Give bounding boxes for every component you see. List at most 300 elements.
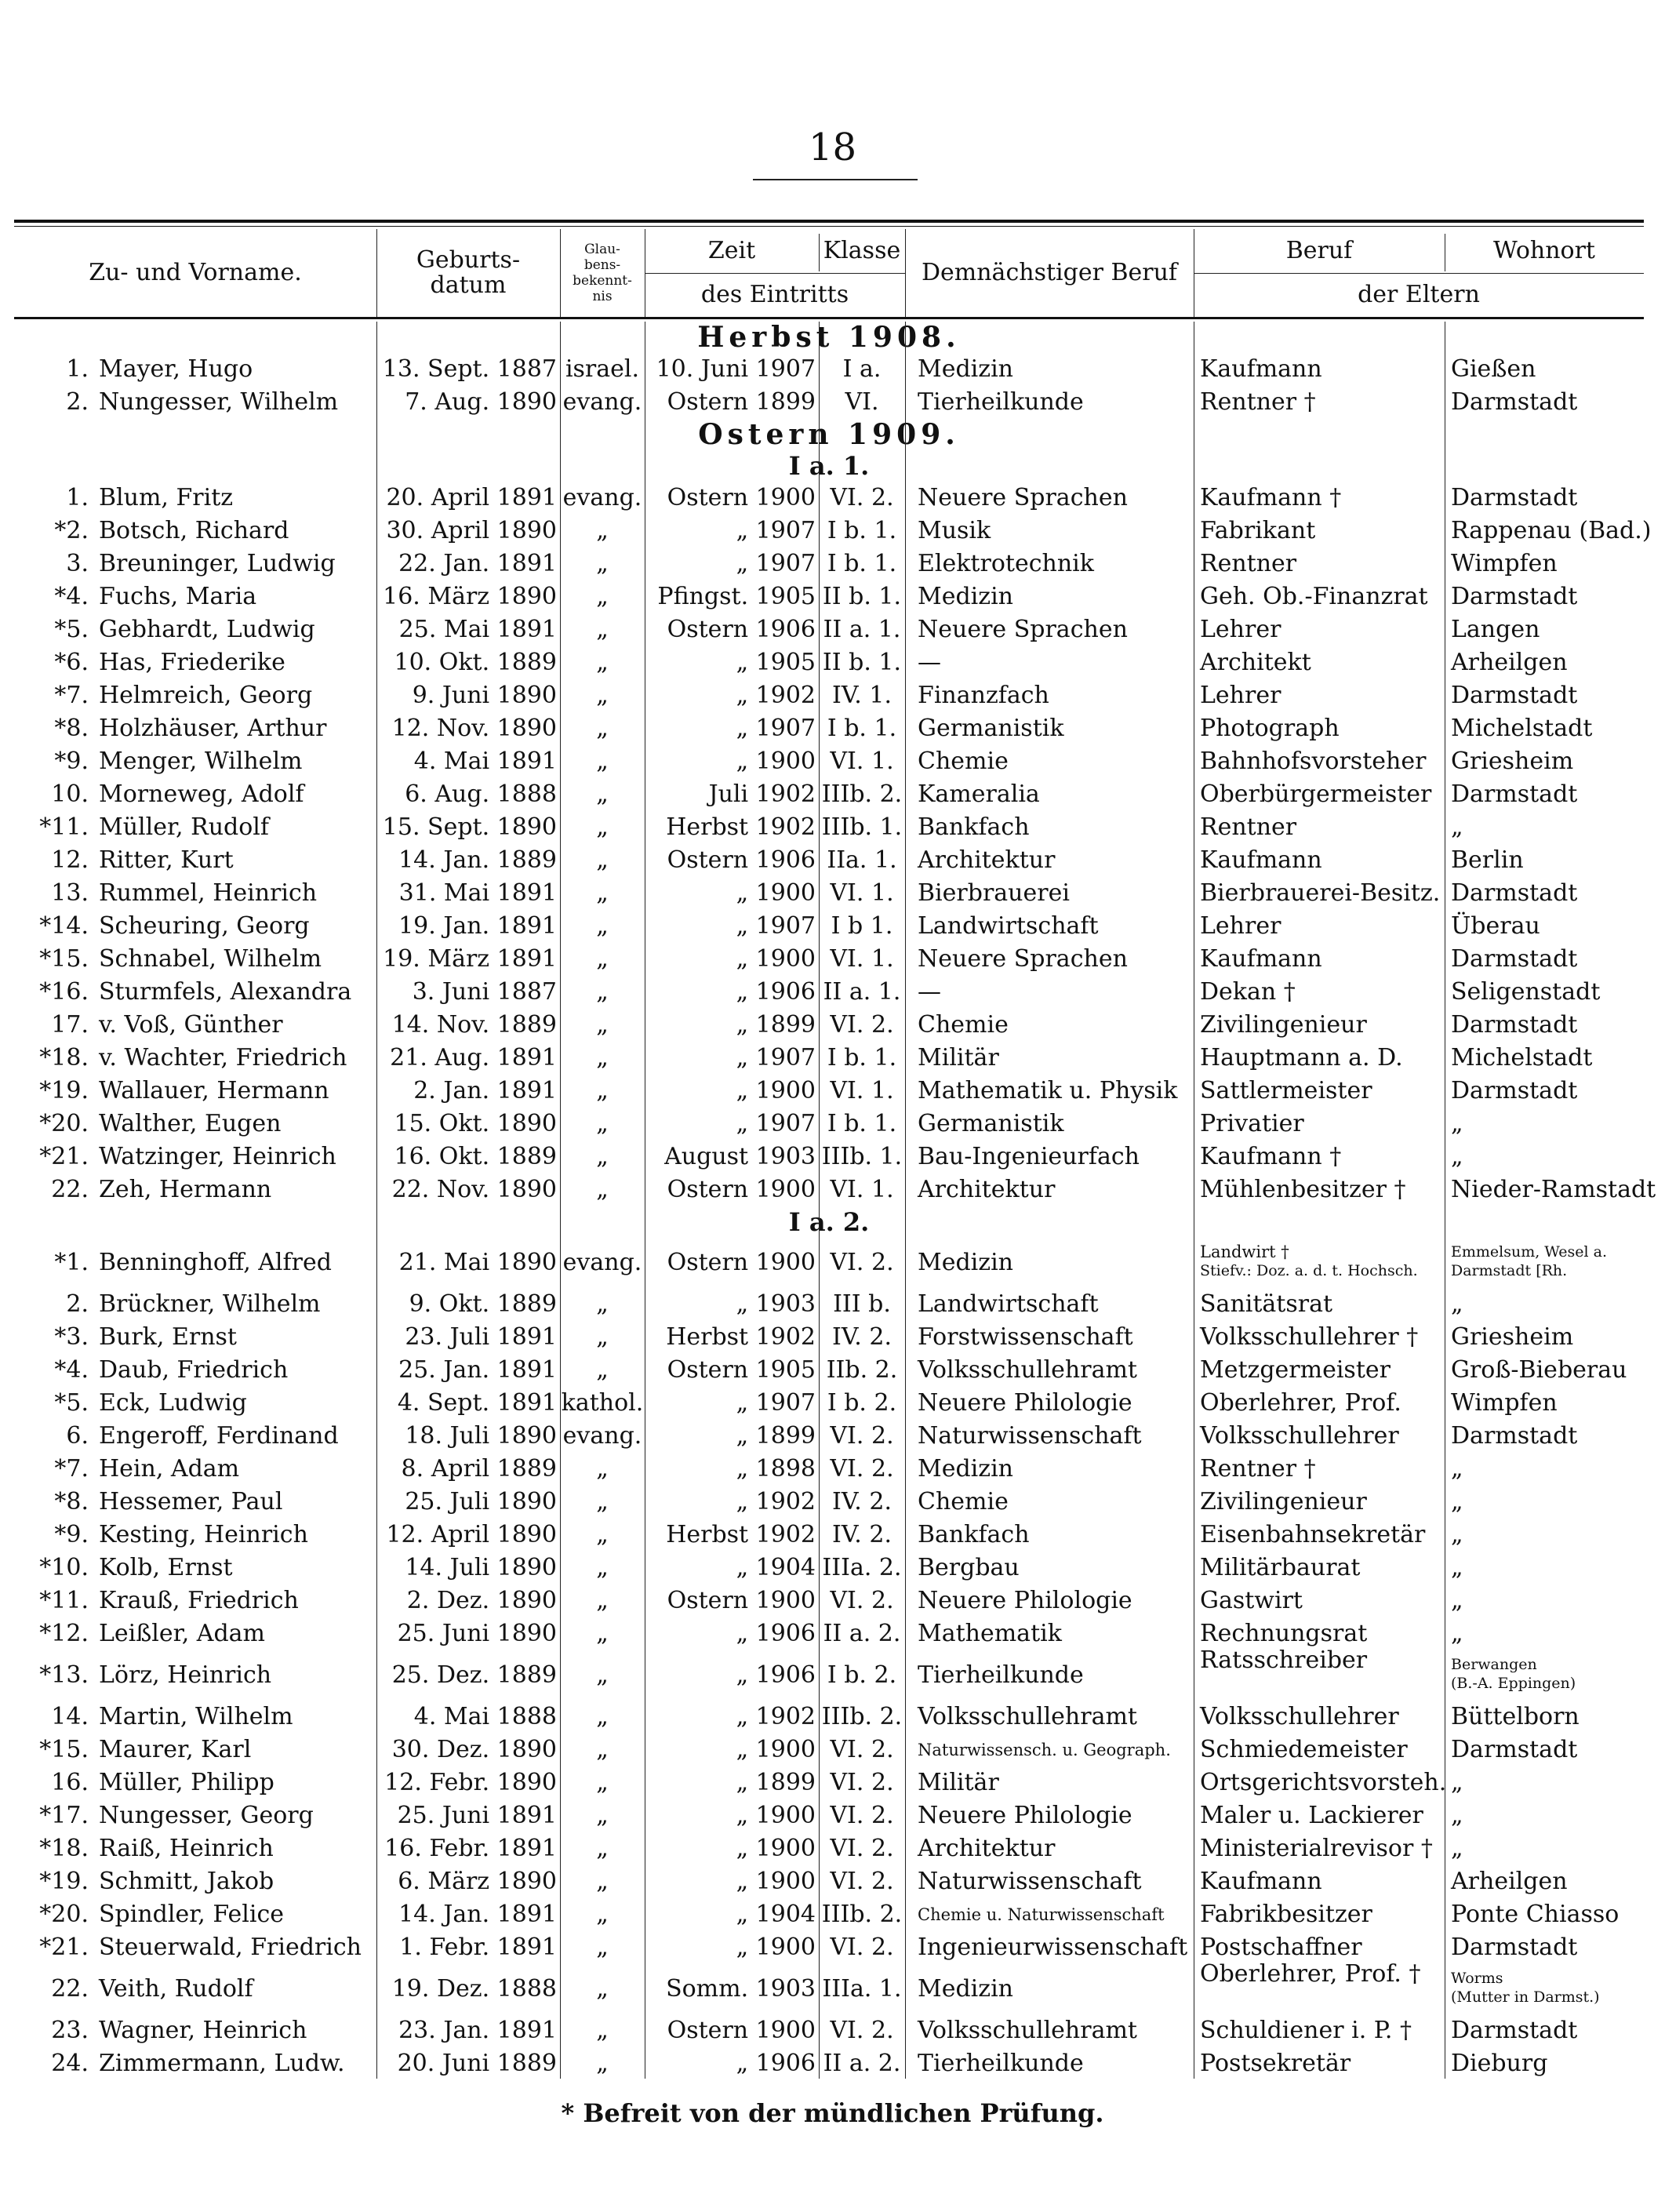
cell-parent-profession: Lehrer <box>1200 682 1281 709</box>
cell-number: 6. <box>66 1422 89 1450</box>
cell-entry-class: VI. <box>845 388 879 416</box>
cell-birth-date: 1. Febr. 1891 <box>399 1934 557 1961</box>
cell-future-profession: Kameralia <box>918 780 1040 808</box>
cell-entry-class: IIIb. 2. <box>821 1703 903 1730</box>
cell-birth-date: 16. Okt. 1889 <box>394 1143 557 1170</box>
cell-name: Daub, Friedrich <box>99 1356 289 1384</box>
cell-entry-class: VI. 2. <box>830 1802 894 1829</box>
cell-future-profession: Architektur <box>918 846 1056 874</box>
cell-future-profession: Naturwissenschaft <box>918 1422 1142 1450</box>
cell-name: Nungesser, Wilhelm <box>99 388 339 416</box>
cell-entry-time: „ 1900 <box>736 879 816 907</box>
cell-entry-time: Herbst 1902 <box>666 813 816 841</box>
cell-faith: „ <box>596 1620 609 1647</box>
cell-entry-class: VI. 2. <box>830 1422 894 1450</box>
cell-entry-class: VI. 1. <box>830 748 894 775</box>
cell-entry-class: IIa. 1. <box>827 846 897 874</box>
cell-name: Botsch, Richard <box>99 517 289 544</box>
cell-entry-time: August 1903 <box>664 1143 816 1170</box>
cell-birth-date: 8. April 1889 <box>401 1455 557 1483</box>
cell-parent-profession-line1: Landwirt † <box>1200 1242 1289 1261</box>
cell-number: *3. <box>54 1323 89 1351</box>
cell-number: *18. <box>39 1835 89 1862</box>
section-heading: Ostern 1909. <box>698 418 960 451</box>
cell-parent-profession: Ortsgerichtsvorsteh. <box>1200 1769 1447 1796</box>
cell-entry-time: „ 1906 <box>736 1661 816 1689</box>
cell-residence: Seligenstadt <box>1451 978 1601 1006</box>
header-parent-profession: Beruf <box>1285 237 1353 264</box>
cell-number: 24. <box>51 2050 89 2077</box>
cell-entry-time: „ 1904 <box>736 1901 816 1928</box>
cell-entry-class: II a. 2. <box>823 1620 901 1647</box>
cell-faith: „ <box>596 649 609 676</box>
cell-future-profession: Naturwissenschaft <box>918 1868 1142 1895</box>
cell-residence: Arheilgen <box>1451 1868 1568 1895</box>
cell-future-profession: Finanzfach <box>918 682 1049 709</box>
cell-entry-time: „ 1900 <box>736 945 816 973</box>
cell-residence: Darmstadt <box>1451 583 1578 610</box>
cell-entry-time: „ 1907 <box>736 912 816 940</box>
table-row <box>14 515 1652 548</box>
cell-number: 10. <box>51 780 89 808</box>
cell-name: Gebhardt, Ludwig <box>99 616 315 643</box>
cell-number: *9. <box>54 1521 89 1548</box>
cell-parent-profession: Rentner † <box>1200 388 1316 416</box>
cell-parent-profession: Schuldiener i. P. † <box>1200 2017 1412 2044</box>
cell-name: v. Voß, Günther <box>99 1011 283 1039</box>
cell-faith: „ <box>596 616 609 643</box>
cell-entry-class: VI. 2. <box>830 1769 894 1796</box>
cell-faith: „ <box>596 813 609 841</box>
cell-faith: „ <box>596 1802 609 1829</box>
cell-parent-profession: Oberlehrer, Prof. <box>1200 1389 1401 1417</box>
cell-future-profession: Neuere Philologie <box>918 1587 1132 1614</box>
table-row <box>14 1898 1644 1931</box>
cell-entry-time: „ 1899 <box>736 1422 816 1450</box>
cell-residence: Darmstadt <box>1451 1422 1578 1450</box>
cell-name: Hessemer, Paul <box>99 1488 283 1515</box>
cell-future-profession: Tierheilkunde <box>918 388 1084 416</box>
cell-entry-time: „ 1906 <box>736 978 816 1006</box>
cell-future-profession: Volksschullehramt <box>918 2017 1137 2044</box>
cell-entry-time: Herbst 1902 <box>666 1323 816 1351</box>
cell-birth-date: 22. Jan. 1891 <box>398 550 557 577</box>
table-row <box>14 1960 1644 2014</box>
cell-birth-date: 3. Juni 1887 <box>412 978 557 1006</box>
cell-residence: „ <box>1451 1290 1463 1318</box>
cell-entry-class: II a. 1. <box>823 616 901 643</box>
cell-number: *14. <box>39 912 89 940</box>
table-row <box>14 1075 1644 1108</box>
cell-residence: Berlin <box>1451 846 1524 874</box>
cell-number: *10. <box>39 1554 89 1581</box>
cell-name: v. Wachter, Friedrich <box>99 1044 347 1071</box>
cell-number: *18. <box>39 1044 89 1071</box>
cell-name: Menger, Wilhelm <box>99 748 303 775</box>
cell-faith: „ <box>596 1934 609 1961</box>
cell-parent-profession: Kaufmann <box>1200 355 1322 383</box>
cell-name: Watzinger, Heinrich <box>99 1143 336 1170</box>
cell-future-profession: Elektrotechnik <box>918 550 1094 577</box>
cell-entry-class: IIIb. 2. <box>821 780 903 808</box>
cell-birth-date: 14. Jan. 1889 <box>398 846 557 874</box>
cell-number: 17. <box>51 1011 89 1039</box>
table-row <box>14 844 1644 877</box>
cell-birth-date: 12. Febr. 1890 <box>384 1769 557 1796</box>
cell-future-profession: Bankfach <box>918 813 1030 841</box>
cell-number: 3. <box>66 550 89 577</box>
cell-parent-profession: Militärbaurat <box>1200 1554 1361 1581</box>
cell-residence: Ponte Chiasso <box>1451 1901 1620 1928</box>
cell-parent-profession: Rentner <box>1200 550 1297 577</box>
table-row <box>14 482 1644 515</box>
cell-name: Burk, Ernst <box>99 1323 237 1351</box>
cell-name: Eck, Ludwig <box>99 1389 247 1417</box>
cell-name: Zimmermann, Ludw. <box>99 2050 345 2077</box>
table-row <box>14 613 1644 646</box>
cell-future-profession: Tierheilkunde <box>918 2050 1084 2077</box>
table-row <box>14 386 1644 419</box>
cell-entry-class: I b 1. <box>831 912 893 940</box>
cell-entry-class: IV. 2. <box>832 1521 892 1548</box>
cell-entry-class: VI. 2. <box>830 1835 894 1862</box>
cell-birth-date: 30. Dez. 1890 <box>391 1736 557 1763</box>
cell-number: 2. <box>66 388 89 416</box>
header-birth: Geburts- datum <box>416 246 521 299</box>
cell-faith: „ <box>596 2017 609 2044</box>
table-row <box>14 1141 1644 1173</box>
column-rule-time <box>819 322 820 2079</box>
cell-number: 12. <box>51 846 89 874</box>
cell-number: *15. <box>39 945 89 973</box>
cell-faith: „ <box>596 682 609 709</box>
cell-faith: „ <box>596 879 609 907</box>
cell-faith: evang. <box>562 1249 642 1276</box>
cell-residence-line2: (Mutter in Darmst.) <box>1451 1988 1600 2006</box>
cell-number: *21. <box>39 1143 89 1170</box>
cell-entry-class: IV. 1. <box>832 682 892 709</box>
cell-future-profession: Germanistik <box>918 715 1064 742</box>
cell-entry-class: III b. <box>833 1290 891 1318</box>
cell-faith: „ <box>596 1290 609 1318</box>
table-row <box>14 679 1644 712</box>
cell-number: *8. <box>54 1488 89 1515</box>
cell-entry-class: I b. 1. <box>827 550 897 577</box>
table-row <box>14 778 1644 811</box>
cell-birth-date: 4. Mai 1888 <box>413 1703 557 1730</box>
header-name: Zu- und Vorname. <box>89 259 302 286</box>
cell-residence: Griesheim <box>1451 748 1574 775</box>
cell-number: 2. <box>66 1290 89 1318</box>
cell-name: Lörz, Heinrich <box>99 1661 272 1689</box>
cell-parent-profession: Volksschullehrer <box>1200 1703 1399 1730</box>
cell-number: *7. <box>54 1455 89 1483</box>
section-heading: I a. 1. <box>788 451 870 481</box>
cell-name: Veith, Rudolf <box>99 1975 253 2003</box>
cell-faith: „ <box>596 1554 609 1581</box>
cell-residence: „ <box>1451 1521 1463 1548</box>
cell-faith: „ <box>596 1587 609 1614</box>
cell-faith: „ <box>596 978 609 1006</box>
cell-birth-date: 6. März 1890 <box>398 1868 557 1895</box>
cell-entry-time: Ostern 1906 <box>667 616 816 643</box>
cell-birth-date: 19. Jan. 1891 <box>398 912 557 940</box>
cell-parent-profession: Kaufmann <box>1200 945 1322 973</box>
cell-parent-profession: Kaufmann † <box>1200 484 1342 511</box>
cell-number: 1. <box>66 355 89 383</box>
cell-entry-time: „ 1904 <box>736 1554 816 1581</box>
cell-parent-profession: Geh. Ob.-Finanzrat <box>1200 583 1428 610</box>
cell-parent-profession-line2: Stiefv.: Doz. a. d. t. Hochsch. <box>1200 1262 1418 1279</box>
cell-number: *20. <box>39 1901 89 1928</box>
cell-parent-profession: Volksschullehrer <box>1200 1422 1399 1450</box>
cell-entry-time: „ 1899 <box>736 1011 816 1039</box>
cell-name: Steuerwald, Friedrich <box>99 1934 362 1961</box>
cell-number: *20. <box>39 1110 89 1137</box>
column-rule-class <box>905 322 906 2079</box>
table-row <box>14 976 1644 1009</box>
cell-birth-date: 10. Okt. 1889 <box>394 649 557 676</box>
cell-residence-line1: Worms <box>1451 1970 1503 1987</box>
table-row <box>14 1584 1644 1617</box>
cell-residence: Dieburg <box>1451 2050 1548 2077</box>
cell-entry-class: IIIa. 2. <box>822 1554 902 1581</box>
cell-birth-date: 25. Jan. 1891 <box>398 1356 557 1384</box>
cell-entry-class: II b. 1. <box>822 649 902 676</box>
cell-residence: Darmstadt <box>1451 945 1578 973</box>
header-future-profession: Demnächstiger Beruf <box>921 259 1178 286</box>
cell-residence: Darmstadt <box>1451 1736 1578 1763</box>
table-row <box>14 1701 1644 1734</box>
cell-number: 22. <box>51 1975 89 2003</box>
cell-entry-time: „ 1907 <box>736 1110 816 1137</box>
cell-parent-profession: Mühlenbesitzer † <box>1200 1176 1406 1203</box>
cell-residence: Wimpfen <box>1451 550 1558 577</box>
cell-entry-time: „ 1906 <box>736 1620 816 1647</box>
cell-entry-time: „ 1905 <box>736 649 816 676</box>
cell-entry-class: VI. 1. <box>830 1176 894 1203</box>
cell-birth-date: 14. Jan. 1891 <box>398 1901 557 1928</box>
cell-residence: „ <box>1451 1554 1463 1581</box>
cell-future-profession: Bankfach <box>918 1521 1030 1548</box>
cell-parent-profession: Postschaffner <box>1200 1934 1362 1961</box>
cell-name: Has, Friederike <box>99 649 285 676</box>
cell-residence: „ <box>1451 1835 1463 1862</box>
cell-residence: Michelstadt <box>1451 715 1593 742</box>
table-row <box>14 712 1644 745</box>
column-rule-name <box>376 322 377 2079</box>
cell-entry-class: VI. 2. <box>830 1736 894 1763</box>
cell-entry-time: „ 1900 <box>736 1868 816 1895</box>
table-row <box>14 1931 1644 1964</box>
cell-parent-profession: Dekan † <box>1200 978 1296 1006</box>
cell-entry-class: IV. 2. <box>832 1488 892 1515</box>
cell-birth-date: 31. Mai 1891 <box>398 879 557 907</box>
cell-residence: „ <box>1451 1769 1463 1796</box>
cell-name: Benninghoff, Alfred <box>99 1249 332 1276</box>
cell-faith: evang. <box>562 484 642 511</box>
cell-parent-profession: Gastwirt <box>1200 1587 1303 1614</box>
cell-future-profession: Medizin <box>918 583 1013 610</box>
cell-faith: „ <box>596 748 609 775</box>
table-row <box>14 1734 1644 1766</box>
cell-future-profession: Chemie u. Naturwissenschaft <box>918 1905 1165 1924</box>
cell-faith: „ <box>596 945 609 973</box>
cell-future-profession: Architektur <box>918 1835 1056 1862</box>
table-row <box>14 1420 1644 1453</box>
cell-name: Schnabel, Wilhelm <box>99 945 322 973</box>
cell-entry-time: „ 1907 <box>736 550 816 577</box>
cell-entry-class: II a. 2. <box>823 2050 901 2077</box>
cell-parent-profession: Sattlermeister <box>1200 1077 1372 1104</box>
cell-number: *13. <box>39 1661 89 1689</box>
header-parents: der Eltern <box>1358 281 1480 308</box>
cell-parent-profession: Rentner <box>1200 813 1297 841</box>
cell-entry-time: „ 1900 <box>736 1736 816 1763</box>
table-row <box>14 1387 1644 1420</box>
cell-faith: „ <box>596 517 609 544</box>
cell-entry-time: Somm. 1903 <box>666 1975 816 2003</box>
cell-residence: „ <box>1451 1455 1463 1483</box>
cell-entry-time: Ostern 1906 <box>667 846 816 874</box>
cell-future-profession: Landwirtschaft <box>918 1290 1099 1318</box>
cell-birth-date: 2. Jan. 1891 <box>413 1077 557 1104</box>
cell-entry-class: II a. 1. <box>823 978 901 1006</box>
cell-parent-profession: Architekt <box>1200 649 1311 676</box>
cell-birth-date: 25. Dez. 1889 <box>391 1661 557 1689</box>
cell-entry-time: Ostern 1900 <box>667 1587 816 1614</box>
cell-name: Brückner, Wilhelm <box>99 1290 321 1318</box>
cell-residence <box>1451 1655 1644 1693</box>
cell-entry-class: I b. 1. <box>827 1110 897 1137</box>
cell-parent-profession: Fabrikant <box>1200 517 1316 544</box>
cell-entry-class: VI. 2. <box>830 1249 894 1276</box>
cell-number: *4. <box>54 583 89 610</box>
cell-faith: „ <box>596 715 609 742</box>
cell-entry-class: IIb. 2. <box>826 1356 898 1384</box>
cell-entry-class: VI. 2. <box>830 484 894 511</box>
cell-faith: „ <box>596 1901 609 1928</box>
cell-birth-date: 13. Sept. 1887 <box>382 355 557 383</box>
cell-number: 22. <box>51 1176 89 1203</box>
cell-birth-date: 20. Juni 1889 <box>397 2050 557 2077</box>
table-row <box>14 943 1644 976</box>
cell-entry-time: Pfingst. 1905 <box>657 583 816 610</box>
cell-number: *6. <box>54 649 89 676</box>
cell-entry-class: IIIb. 1. <box>821 1143 903 1170</box>
cell-residence: Büttelborn <box>1451 1703 1580 1730</box>
cell-residence: Gießen <box>1451 355 1536 383</box>
cell-parent-profession: Lehrer <box>1200 616 1281 643</box>
cell-residence: Darmstadt <box>1451 1011 1578 1039</box>
cell-birth-date: 18. Juli 1890 <box>405 1422 557 1450</box>
cell-birth-date: 14. Nov. 1889 <box>391 1011 557 1039</box>
cell-birth-date: 19. Dez. 1888 <box>391 1975 557 2003</box>
cell-number: 13. <box>51 879 89 907</box>
cell-residence: Überau <box>1451 912 1540 940</box>
table-row <box>14 1288 1644 1321</box>
cell-residence: Darmstadt <box>1451 780 1578 808</box>
table-row <box>14 1042 1644 1075</box>
cell-entry-class: I b. 2. <box>827 1389 897 1417</box>
cell-name: Krauß, Friedrich <box>99 1587 299 1614</box>
cell-faith: „ <box>596 1488 609 1515</box>
table-row <box>14 1108 1644 1141</box>
cell-birth-date: 2. Dez. 1890 <box>406 1587 557 1614</box>
cell-entry-time: Juli 1902 <box>708 780 816 808</box>
cell-entry-time: Ostern 1905 <box>667 1356 816 1384</box>
cell-parent-profession: Rechnungsrat <box>1200 1620 1368 1647</box>
cell-residence: „ <box>1451 1802 1463 1829</box>
cell-entry-class: IIIa. 1. <box>822 1975 902 2003</box>
cell-birth-date: 16. Febr. 1891 <box>384 1835 557 1862</box>
cell-residence: Darmstadt <box>1451 1934 1578 1961</box>
cell-future-profession: Militär <box>918 1044 999 1071</box>
cell-parent-profession: Privatier <box>1200 1110 1304 1137</box>
cell-name: Wallauer, Hermann <box>99 1077 329 1104</box>
cell-faith: „ <box>596 1110 609 1137</box>
cell-future-profession: Landwirtschaft <box>918 912 1099 940</box>
table-header-bottom-rule <box>14 317 1644 319</box>
cell-future-profession: Neuere Sprachen <box>918 945 1128 973</box>
cell-parent-profession: Eisenbahnsekretär <box>1200 1521 1426 1548</box>
cell-name: Wagner, Heinrich <box>99 2017 307 2044</box>
cell-faith: „ <box>596 1703 609 1730</box>
cell-name: Nungesser, Georg <box>99 1802 314 1829</box>
cell-future-profession: Chemie <box>918 748 1009 775</box>
cell-future-profession: Tierheilkunde <box>918 1661 1084 1689</box>
cell-number: 23. <box>51 2017 89 2044</box>
cell-parent-profession: Volksschullehrer † <box>1200 1323 1419 1351</box>
cell-entry-time: Herbst 1902 <box>666 1521 816 1548</box>
cell-future-profession: Chemie <box>918 1488 1009 1515</box>
cell-entry-time: Ostern 1899 <box>667 388 816 416</box>
cell-parent-profession: Sanitätsrat <box>1200 1290 1333 1318</box>
cell-residence: Groß-Bieberau <box>1451 1356 1627 1384</box>
cell-entry-time: „ 1907 <box>736 715 816 742</box>
cell-birth-date: 4. Sept. 1891 <box>397 1389 557 1417</box>
table-row <box>14 910 1644 943</box>
table-row <box>14 745 1644 778</box>
cell-faith: „ <box>596 1143 609 1170</box>
cell-residence: „ <box>1451 1620 1463 1647</box>
cell-parent-profession: Hauptmann a. D. <box>1200 1044 1403 1071</box>
cell-number: *15. <box>39 1736 89 1763</box>
cell-residence-line1: Emmelsum, Wesel a. <box>1451 1243 1608 1261</box>
cell-faith: „ <box>596 780 609 808</box>
cell-entry-class: VI. 2. <box>830 1455 894 1483</box>
cell-birth-date: 9. Juni 1890 <box>412 682 557 709</box>
cell-faith: „ <box>596 1356 609 1384</box>
table-row <box>14 1646 1644 1701</box>
cell-parent-profession: Maler u. Lackierer <box>1200 1802 1423 1829</box>
cell-number: *1. <box>54 1249 89 1276</box>
cell-parent-profession: Oberbürgermeister <box>1200 780 1432 808</box>
cell-faith: „ <box>596 912 609 940</box>
cell-number: *21. <box>39 1934 89 1961</box>
page-number: 18 <box>808 126 857 169</box>
header-class: Klasse <box>823 237 901 264</box>
cell-entry-class: VI. 2. <box>830 1587 894 1614</box>
cell-entry-time: „ 1907 <box>736 1389 816 1417</box>
cell-number: *2. <box>54 517 89 544</box>
cell-future-profession: Mathematik <box>918 1620 1062 1647</box>
cell-future-profession: Germanistik <box>918 1110 1064 1137</box>
cell-birth-date: 16. März 1890 <box>383 583 557 610</box>
cell-birth-date: 12. April 1890 <box>386 1521 557 1548</box>
cell-residence: „ <box>1451 813 1463 841</box>
cell-entry-time: 10. Juni 1907 <box>656 355 816 383</box>
